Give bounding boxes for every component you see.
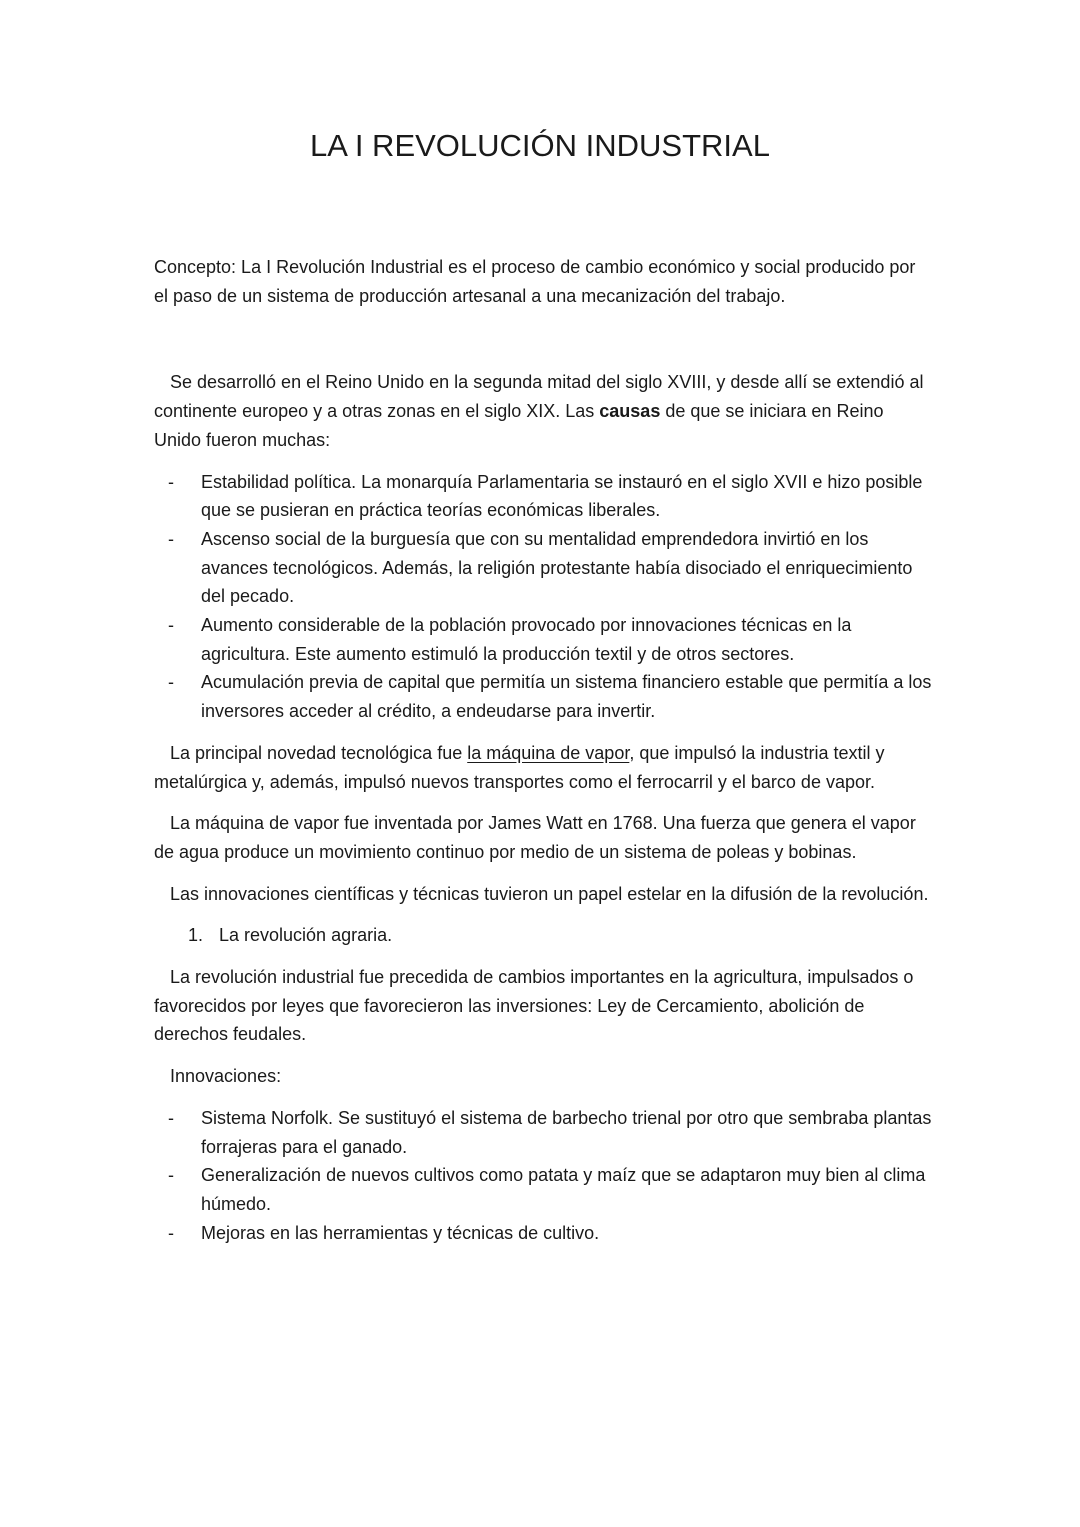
bullet-dash: -: [168, 672, 174, 693]
section-heading-text: La revolución agraria.: [219, 925, 393, 946]
cause-text: Estabilidad política. La monarquía Parlamentaria se instauró en el siglo XVII e hizo posible que se pusieran en práctica teorías económicas liberales.: [201, 471, 923, 521]
innovations-list: [154, 1104, 934, 1248]
innovation-text: Mejoras en las herramientas y técnicas de cultivo.: [201, 1222, 600, 1243]
steam-text-end: , que impulsó la industria textil y metalúrgica y, además, impulsó nuevos transportes como el ferrocarril y el barco de vapor.: [154, 742, 885, 792]
document-title: LA I REVOLUCIÓN INDUSTRIAL: [310, 128, 770, 163]
innovation-text: Generalización de nuevos cultivos como patata y maíz que se adaptaron muy bien al clima húmedo.: [201, 1165, 926, 1214]
section-list: [154, 921, 934, 950]
section-heading: [154, 921, 934, 950]
list-item: [154, 1161, 934, 1218]
intro-text: Se desarrolló en el Reino Unido en la segunda mitad del siglo XVIII, y desde allí se extendió al continente europeo y a otras zonas en el siglo XIX. Las: [154, 372, 924, 422]
steam-engine-underlined: la máquina de vapor: [467, 742, 630, 763]
bullet-dash: -: [168, 1165, 174, 1186]
innovation-text: Sistema Norfolk. Se sustituyó el sistema de barbecho trienal por otro que sembraba plantas forrajeras para el ganado.: [201, 1107, 932, 1157]
cause-text: Aumento considerable de la población provocado por innovaciones técnicas en la agricultura. Este aumento estimuló la producción textil y de otros sectores.: [201, 615, 852, 664]
list-item: [154, 1219, 934, 1248]
list-item: [154, 525, 934, 611]
bullet-dash: -: [168, 1107, 174, 1128]
list-item: [154, 1104, 934, 1161]
bullet-dash: -: [168, 471, 174, 492]
concept-paragraph: Concepto: La I Revolución Industrial es el proceso de cambio económico y social producido por el paso de un sistema de producción artesanal a una mecanización del trabajo.: [154, 257, 916, 306]
list-item: [154, 668, 934, 725]
cause-text: Ascenso social de la burguesía que con su mentalidad emprendedora invirtió en los avances tecnológicos. Además, la religión protestante había disociado el enriquecimiento del pecado.: [201, 528, 913, 607]
bullet-dash: -: [168, 615, 174, 636]
steam-text: La principal novedad tecnológica fue: [170, 742, 468, 763]
document-body: [154, 253, 934, 1247]
causes-list: [154, 468, 934, 726]
innovations-role-paragraph: Las innovaciones científicas y técnicas tuvieron un papel estelar en la difusión de la revolución.: [170, 883, 929, 904]
watt-paragraph: La máquina de vapor fue inventada por James Watt en 1768. Una fuerza que genera el vapor de agua produce un movimiento continuo por medio de un sistema de poleas y bobinas.: [154, 813, 916, 862]
innovations-label: Innovaciones:: [170, 1066, 282, 1087]
list-item: [154, 468, 934, 525]
steam-engine-paragraph: [154, 739, 934, 796]
bullet-dash: -: [168, 528, 174, 549]
bullet-dash: -: [168, 1222, 174, 1243]
cause-text: Acumulación previa de capital que permitía un sistema financiero estable que permitía a los inversores acceder al crédito, a endeudarse para invertir.: [201, 672, 932, 722]
intro-text-end: de que se iniciara en Reino Unido fueron muchas:: [154, 401, 884, 450]
intro-paragraph: [154, 368, 934, 454]
causes-bold: causas: [599, 401, 661, 422]
agrarian-paragraph: La revolución industrial fue precedida de cambios importantes en la agricultura, impulsados o favorecidos por leyes que favorecieron las inversiones: Ley de Cercamiento, abolición de derechos feudales.: [154, 967, 914, 1045]
list-item: [154, 611, 934, 668]
section-number: 1.: [188, 925, 204, 946]
